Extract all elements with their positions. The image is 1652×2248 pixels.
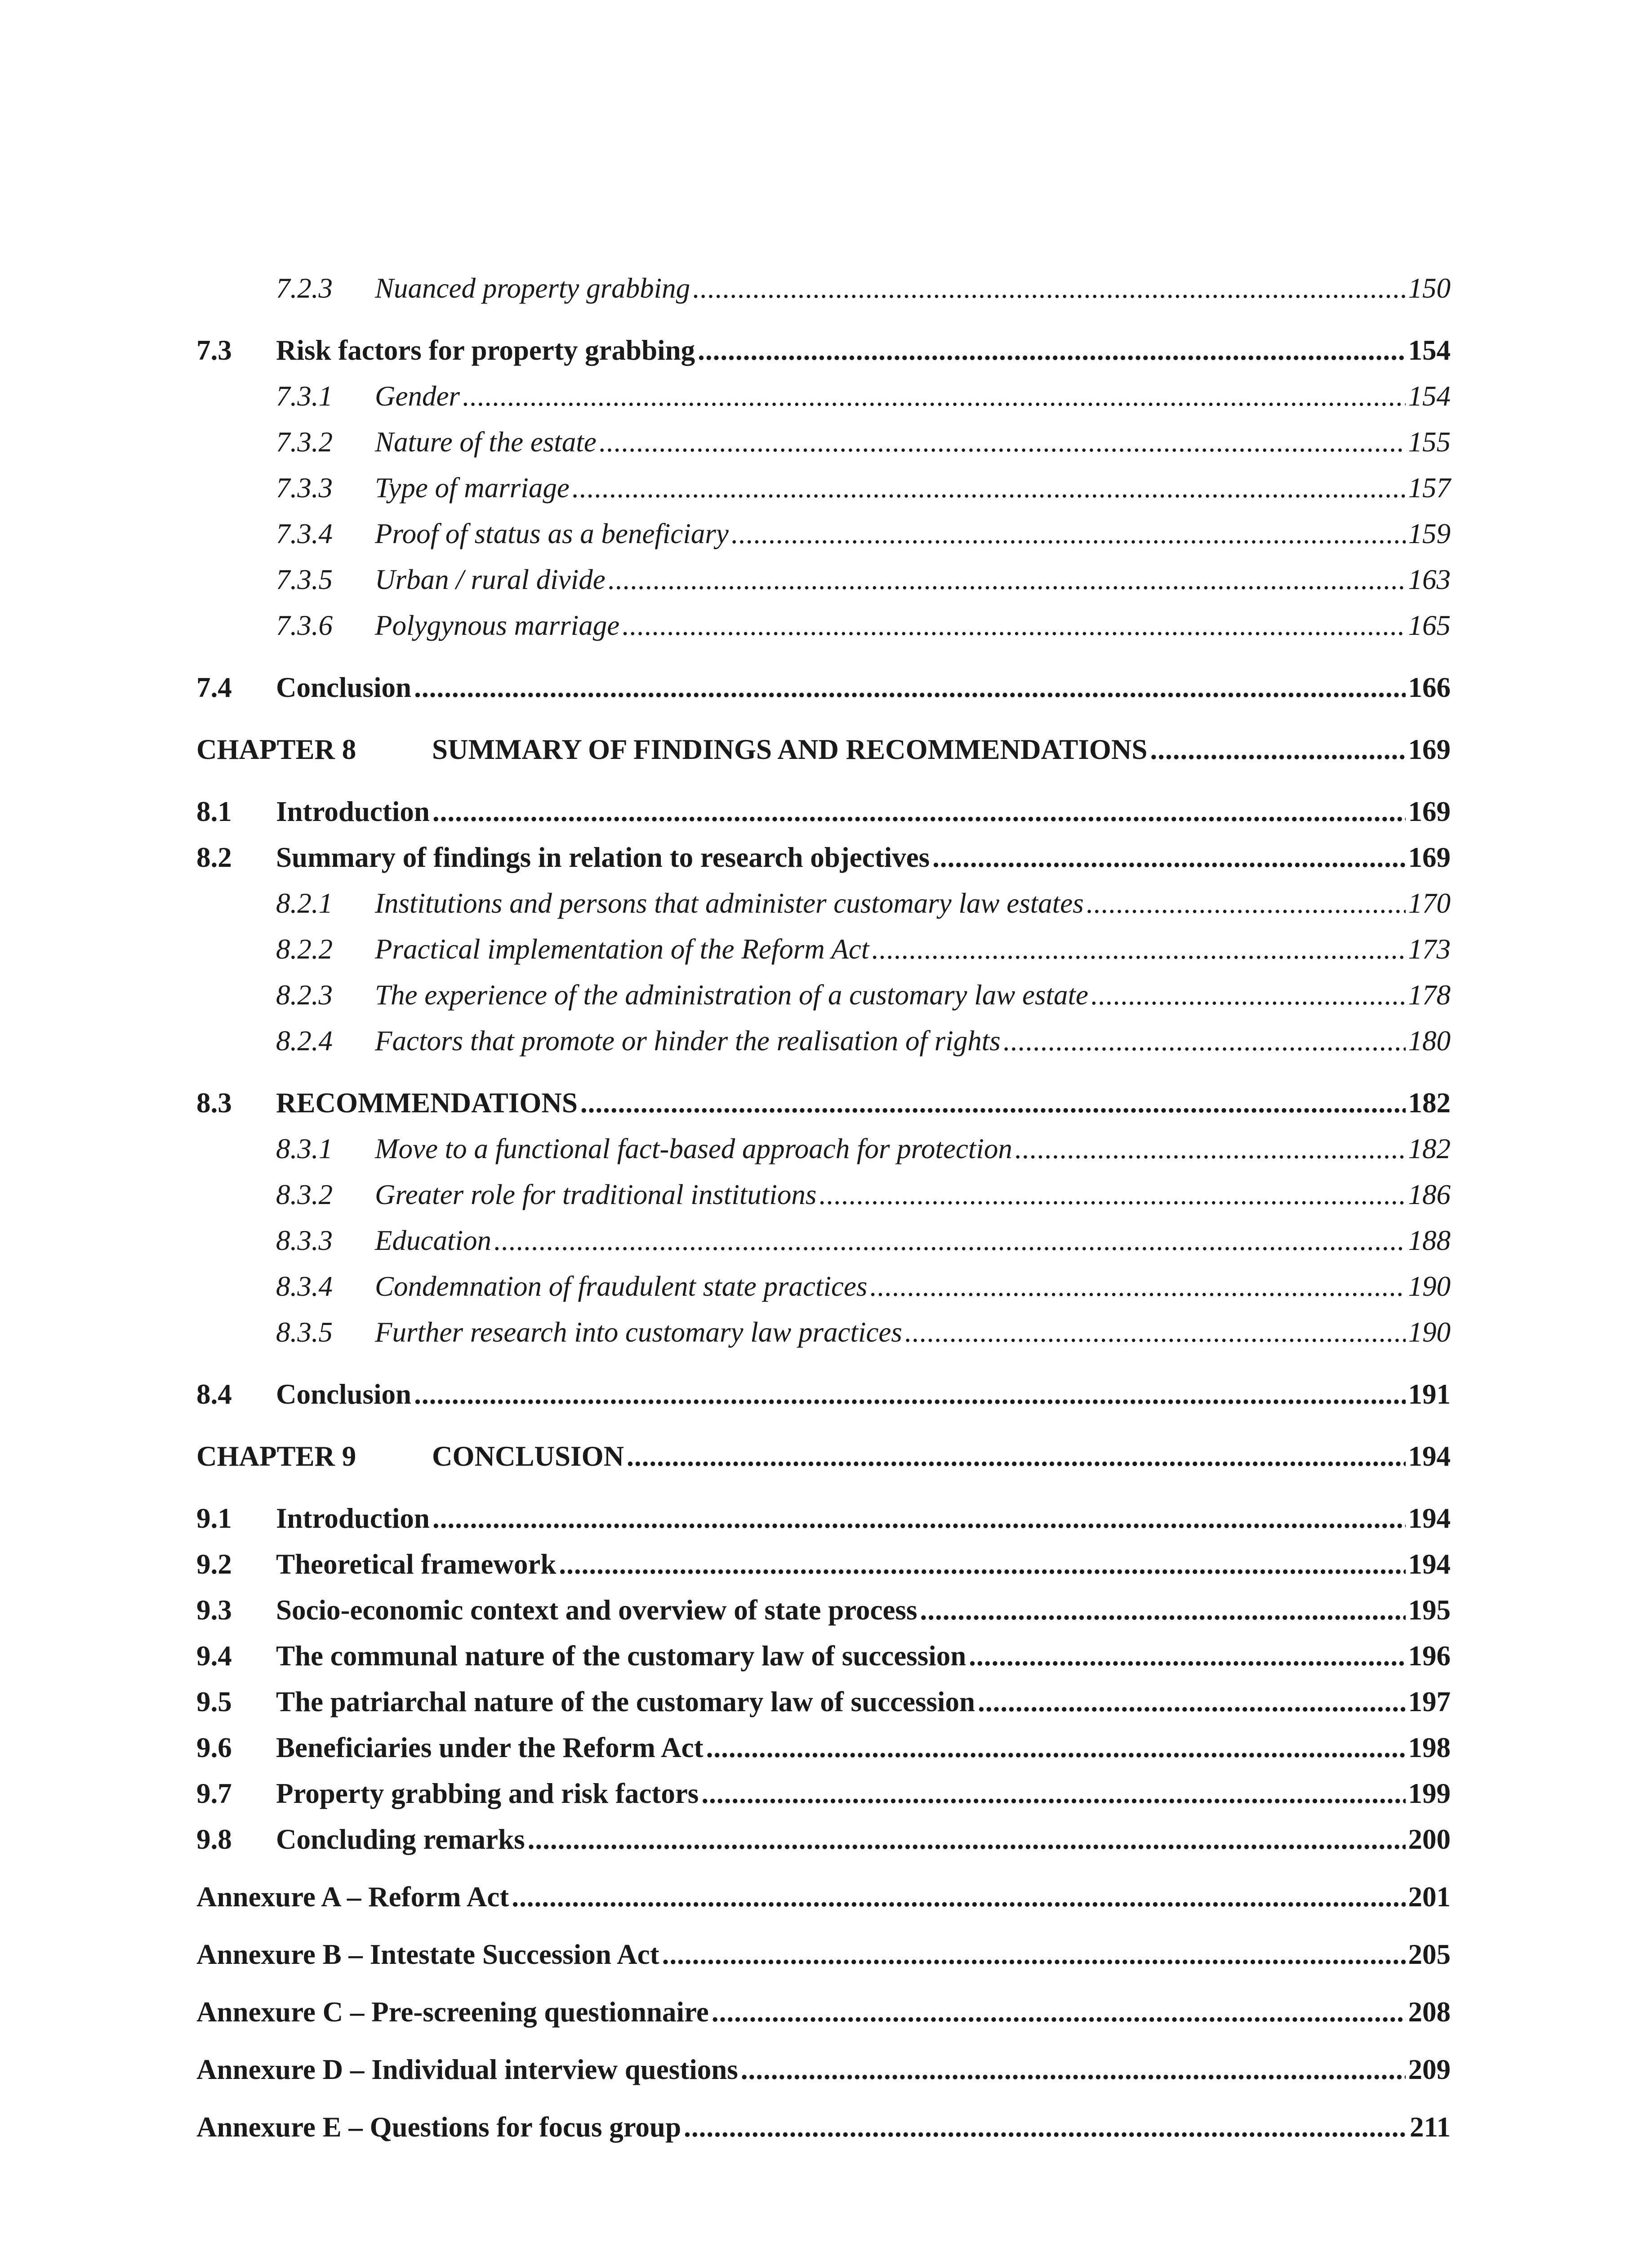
toc-entry[interactable] — [196, 1931, 1451, 1977]
dot-leader — [463, 373, 1406, 419]
toc-entry-title: Theoretical framework — [276, 1548, 557, 1580]
toc-entry-number: 7.3.4 — [276, 518, 333, 549]
toc-entry-page: 191 — [1408, 1378, 1451, 1410]
toc-entry-number: 7.3 — [196, 335, 232, 366]
toc-entry-page: 195 — [1408, 1594, 1451, 1626]
dot-leader — [512, 1874, 1405, 1920]
toc-entry-number: CHAPTER 8 — [196, 734, 356, 765]
toc-entry-title: Gender — [375, 380, 460, 412]
dot-leader — [870, 1263, 1405, 1309]
toc-entry-number: 8.2.2 — [276, 933, 333, 965]
toc-entry-title: RECOMMENDATIONS — [276, 1087, 578, 1119]
dot-leader — [706, 1725, 1406, 1771]
toc-entry[interactable] — [196, 2104, 1451, 2150]
toc-entry[interactable] — [196, 1633, 1451, 1679]
toc-entry-title: Socio-economic context and overview of state process — [276, 1594, 917, 1626]
dot-leader — [608, 557, 1406, 602]
toc-entry-number: 8.3 — [196, 1087, 232, 1119]
toc-entry-page: 180 — [1408, 1025, 1451, 1057]
toc-entry-number: 9.7 — [196, 1778, 232, 1809]
toc-entry[interactable] — [196, 1218, 1451, 1263]
toc-entry-page: 200 — [1408, 1824, 1451, 1855]
toc-entry[interactable] — [196, 727, 1451, 772]
toc-entry-page: 159 — [1408, 518, 1451, 549]
dot-leader — [559, 1541, 1405, 1587]
toc-entry-title: Conclusion — [276, 672, 412, 703]
toc-entry-number: 7.4 — [196, 672, 232, 703]
dot-leader — [872, 926, 1405, 972]
dot-leader — [572, 465, 1406, 511]
toc-entry[interactable] — [196, 1371, 1451, 1417]
toc-entry-number: 7.2.3 — [276, 272, 333, 304]
dot-leader — [662, 1931, 1406, 1977]
toc-entry-title: Move to a functional fact-based approach for protection — [375, 1133, 1012, 1164]
toc-entry-page: 169 — [1408, 734, 1451, 765]
toc-entry[interactable] — [196, 834, 1451, 880]
toc-entry-title: Institutions and persons that administer customary law estates — [375, 888, 1084, 919]
dot-leader — [701, 1771, 1405, 1816]
toc-entry-title: Annexure C – Pre-screening questionnaire — [196, 1996, 709, 2028]
toc-entry[interactable] — [196, 373, 1451, 419]
toc-entry-number: 9.5 — [196, 1686, 232, 1717]
dot-leader — [622, 602, 1405, 648]
toc-entry-page: 165 — [1408, 610, 1451, 641]
toc-entry-page: 201 — [1408, 1881, 1451, 1913]
toc-entry-number: 9.3 — [196, 1594, 232, 1626]
dot-leader — [693, 265, 1405, 311]
toc-entry-title: The patriarchal nature of the customary law of succession — [276, 1686, 975, 1717]
dot-leader — [819, 1172, 1405, 1218]
toc-entry-number: 9.2 — [196, 1548, 232, 1580]
toc-entry-number: 8.3.1 — [276, 1133, 333, 1164]
dot-leader — [1003, 1018, 1406, 1064]
toc-entry-title: Concluding remarks — [276, 1824, 525, 1855]
toc-entry-number: 8.3.2 — [276, 1179, 333, 1210]
toc-entry-number: 8.3.4 — [276, 1271, 333, 1302]
dot-leader — [528, 1816, 1406, 1862]
dot-leader — [627, 1433, 1405, 1479]
toc-entry[interactable] — [196, 1495, 1451, 1541]
toc-entry-page: 196 — [1408, 1640, 1451, 1672]
toc-entry[interactable] — [196, 972, 1451, 1018]
toc-entry[interactable] — [196, 880, 1451, 926]
toc-entry-page: 186 — [1408, 1179, 1451, 1210]
dot-leader — [580, 1080, 1406, 1126]
toc-entry[interactable] — [196, 1172, 1451, 1218]
toc-entry-number: CHAPTER 9 — [196, 1441, 356, 1472]
toc-entry-page: 157 — [1408, 472, 1451, 504]
toc-entry-number: 8.2.1 — [276, 888, 333, 919]
toc-entry-page: 169 — [1408, 796, 1451, 827]
toc-entry-title: Nature of the estate — [375, 426, 597, 458]
toc-entry-title: Further research into customary law practices — [375, 1316, 902, 1348]
toc-entry-page: 163 — [1408, 564, 1451, 595]
toc-entry[interactable] — [196, 1725, 1451, 1771]
toc-entry-title: Conclusion — [276, 1378, 412, 1410]
toc-entry[interactable] — [196, 1989, 1451, 2035]
dot-leader — [1150, 727, 1405, 772]
dot-leader — [684, 2104, 1407, 2150]
toc-entry[interactable] — [196, 1816, 1451, 1862]
toc-entry-page: 205 — [1408, 1939, 1451, 1970]
toc-entry-title: Practical implementation of the Reform Act — [375, 933, 869, 965]
toc-entry[interactable] — [196, 1587, 1451, 1633]
toc-entry-title: CONCLUSION — [432, 1441, 624, 1472]
toc-entry-page: 190 — [1408, 1271, 1451, 1302]
toc-entry[interactable] — [196, 1874, 1451, 1920]
toc-entry[interactable] — [196, 1126, 1451, 1172]
toc-entry-title: Education — [375, 1225, 491, 1256]
toc-entry-page: 199 — [1408, 1778, 1451, 1809]
toc-entry[interactable] — [196, 419, 1451, 465]
toc-entry-title: Proof of status as a beneficiary — [375, 518, 729, 549]
toc-entry-page: 178 — [1408, 979, 1451, 1011]
toc-entry-number: 8.2.3 — [276, 979, 333, 1011]
dot-leader — [432, 789, 1406, 834]
toc-entry-page: 154 — [1408, 380, 1451, 412]
toc-entry-page: 190 — [1408, 1316, 1451, 1348]
dot-leader — [741, 2047, 1406, 2092]
toc-entry[interactable] — [196, 602, 1451, 648]
toc-entry-page: 173 — [1408, 933, 1451, 965]
toc-entry-page: 188 — [1408, 1225, 1451, 1256]
toc-entry[interactable] — [196, 511, 1451, 557]
dot-leader — [599, 419, 1406, 465]
toc-entry-number: 7.3.3 — [276, 472, 333, 504]
toc-entry-number: 7.3.1 — [276, 380, 333, 412]
toc-entry-title: Type of marriage — [375, 472, 570, 504]
dot-leader — [414, 1371, 1405, 1417]
toc-entry[interactable] — [196, 1433, 1451, 1479]
toc-entry-page: 150 — [1408, 272, 1451, 304]
toc-entry[interactable] — [196, 926, 1451, 972]
dot-leader — [432, 1495, 1406, 1541]
toc-entry-page: 182 — [1408, 1087, 1451, 1119]
toc-entry[interactable] — [196, 265, 1451, 311]
toc-entry-title: Summary of findings in relation to research objectives — [276, 842, 930, 873]
dot-leader — [932, 834, 1405, 880]
dot-leader — [905, 1309, 1406, 1355]
toc-entry-number: 9.8 — [196, 1824, 232, 1855]
toc-entry-page: 155 — [1408, 426, 1451, 458]
toc-entry-page: 166 — [1408, 672, 1451, 703]
toc-entry-title: Nuanced property grabbing — [375, 272, 690, 304]
toc-entry[interactable] — [196, 1018, 1451, 1064]
toc-entry-number: 8.3.3 — [276, 1225, 333, 1256]
toc-entry-title: Property grabbing and risk factors — [276, 1778, 699, 1809]
toc-entry[interactable] — [196, 1541, 1451, 1587]
toc-entry-title: Factors that promote or hinder the realisation of rights — [375, 1025, 1001, 1057]
toc-entry-page: 198 — [1408, 1732, 1451, 1763]
dot-leader — [978, 1679, 1405, 1725]
dot-leader — [712, 1989, 1406, 2035]
dot-leader — [731, 511, 1406, 557]
dot-leader — [1015, 1126, 1406, 1172]
toc-entry-page: 209 — [1408, 2054, 1451, 2085]
toc-entry-page: 211 — [1409, 2111, 1451, 2143]
toc-entry-page: 170 — [1408, 888, 1451, 919]
toc-entry[interactable] — [196, 557, 1451, 602]
toc-entry-number: 8.4 — [196, 1378, 232, 1410]
dot-leader — [698, 327, 1405, 373]
dot-leader — [1086, 880, 1406, 926]
toc-entry-number: 9.1 — [196, 1503, 232, 1534]
toc-entry[interactable] — [196, 789, 1451, 834]
dot-leader — [920, 1587, 1406, 1633]
toc-entry[interactable] — [196, 1679, 1451, 1725]
toc-entry-title: Annexure B – Intestate Succession Act — [196, 1939, 659, 1970]
toc-entry[interactable] — [196, 327, 1451, 373]
toc-entry-page: 194 — [1408, 1441, 1451, 1472]
toc-entry-page: 182 — [1408, 1133, 1451, 1164]
toc-entry-title: The communal nature of the customary law of succession — [276, 1640, 966, 1672]
toc-entry-page: 194 — [1408, 1548, 1451, 1580]
toc-entry-number: 7.3.5 — [276, 564, 333, 595]
toc-entry[interactable] — [196, 2047, 1451, 2092]
toc-entry-page: 197 — [1408, 1686, 1451, 1717]
toc-entry-number: 7.3.6 — [276, 610, 333, 641]
toc-entry-title: Risk factors for property grabbing — [276, 335, 695, 366]
toc-entry[interactable] — [196, 1263, 1451, 1309]
toc-entry-title: Annexure E – Questions for focus group — [196, 2111, 681, 2143]
toc-entry-title: Introduction — [276, 796, 430, 827]
toc-entry-title: Beneficiaries under the Reform Act — [276, 1732, 704, 1763]
toc-entry-number: 8.2 — [196, 842, 232, 873]
toc-entry-page: 154 — [1408, 335, 1451, 366]
toc-entry[interactable] — [196, 1771, 1451, 1816]
toc-entry-number: 9.4 — [196, 1640, 232, 1672]
toc-entry[interactable] — [196, 1309, 1451, 1355]
toc-entry-page: 169 — [1408, 842, 1451, 873]
dot-leader — [969, 1633, 1405, 1679]
table-of-contents — [196, 265, 1451, 2150]
toc-entry-title: Greater role for traditional institutions — [375, 1179, 817, 1210]
toc-entry-number: 7.3.2 — [276, 426, 333, 458]
toc-entry-title: Annexure A – Reform Act — [196, 1881, 509, 1913]
toc-entry[interactable] — [196, 665, 1451, 710]
toc-entry-number: 9.6 — [196, 1732, 232, 1763]
toc-entry-number: 8.1 — [196, 796, 232, 827]
dot-leader — [1091, 972, 1406, 1018]
toc-entry-title: The experience of the administration of a customary law estate — [375, 979, 1088, 1011]
toc-entry-title: Introduction — [276, 1503, 430, 1534]
dot-leader — [414, 665, 1405, 710]
toc-entry-number: 8.2.4 — [276, 1025, 333, 1057]
toc-entry-number: 8.3.5 — [276, 1316, 333, 1348]
toc-entry-title: Polygynous marriage — [375, 610, 620, 641]
toc-entry-title: Urban / rural divide — [375, 564, 606, 595]
dot-leader — [494, 1218, 1406, 1263]
toc-entry-title: Annexure D – Individual interview questions — [196, 2054, 738, 2085]
toc-entry[interactable] — [196, 465, 1451, 511]
toc-entry-title: Condemnation of fraudulent state practices — [375, 1271, 868, 1302]
toc-entry-page: 194 — [1408, 1503, 1451, 1534]
toc-entry[interactable] — [196, 1080, 1451, 1126]
toc-entry-title: SUMMARY OF FINDINGS AND RECOMMENDATIONS — [432, 734, 1148, 765]
toc-entry-page: 208 — [1408, 1996, 1451, 2028]
